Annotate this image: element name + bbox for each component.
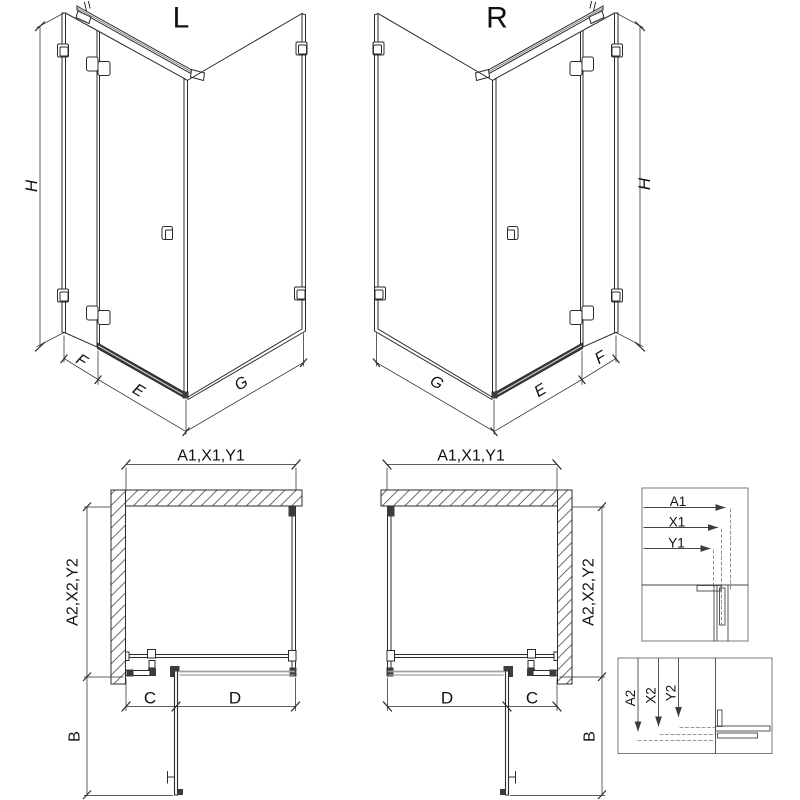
dim-label-top-width-left: A1,X1,Y1 [177,447,245,465]
view-3d-left-labels [22,2,251,402]
dim-label-door-swing-left: B [66,731,84,742]
dim-label-door-swing-right: B [581,731,599,742]
plan-right-linework [383,460,561,795]
dim-label-wall-panel-left: F [72,351,91,371]
dim-label-door-segment-left: D [228,688,242,708]
threshold-profile-section [716,658,771,753]
view-3d-right-linework [373,2,645,436]
wall-bracket-icons [58,44,69,302]
door-handle-icon [162,227,173,240]
dim-label-height-left: H [21,179,41,193]
dim-label-door-left: E [129,380,148,401]
dim-label-side-panel-left: G [231,373,252,395]
variant-label-left: L [172,1,190,35]
dim-label-wall-panel-right: F [591,348,610,368]
dim-label-side-depth-left: A2,X2,Y2 [64,558,82,626]
dim-label-fixed-segment-left: C [143,688,157,708]
dim-label-height-right: H [634,177,654,191]
detail-label-y1: Y1 [668,535,685,551]
hinge-icons [87,57,111,325]
variant-label-right: R [486,1,508,35]
dim-label-side-depth-right: A2,X2,Y2 [580,558,598,626]
dim-label-top-width-right: A1,X1,Y1 [437,447,505,465]
dim-label-door-right: E [531,380,550,401]
open-door-plan [168,672,184,795]
detail-label-x1: X1 [668,514,686,530]
detail-label-a2: A2 [623,689,639,707]
plan-left-side-dims [83,503,173,800]
detail-label-a1: A1 [669,494,687,510]
detail-box-width-profile [642,488,748,641]
dim-label-fixed-segment-right: C [525,688,539,708]
view-3d-left-linework [36,2,308,436]
detail-box-depth-profile [618,658,772,754]
detail-label-y2: Y2 [663,684,679,702]
wall-profile-section [697,586,728,642]
plan-left-linework [122,460,300,795]
dim-label-side-panel-right: G [426,372,447,394]
detail-label-x2: X2 [643,687,659,704]
dim-label-door-segment-right: D [440,688,454,708]
